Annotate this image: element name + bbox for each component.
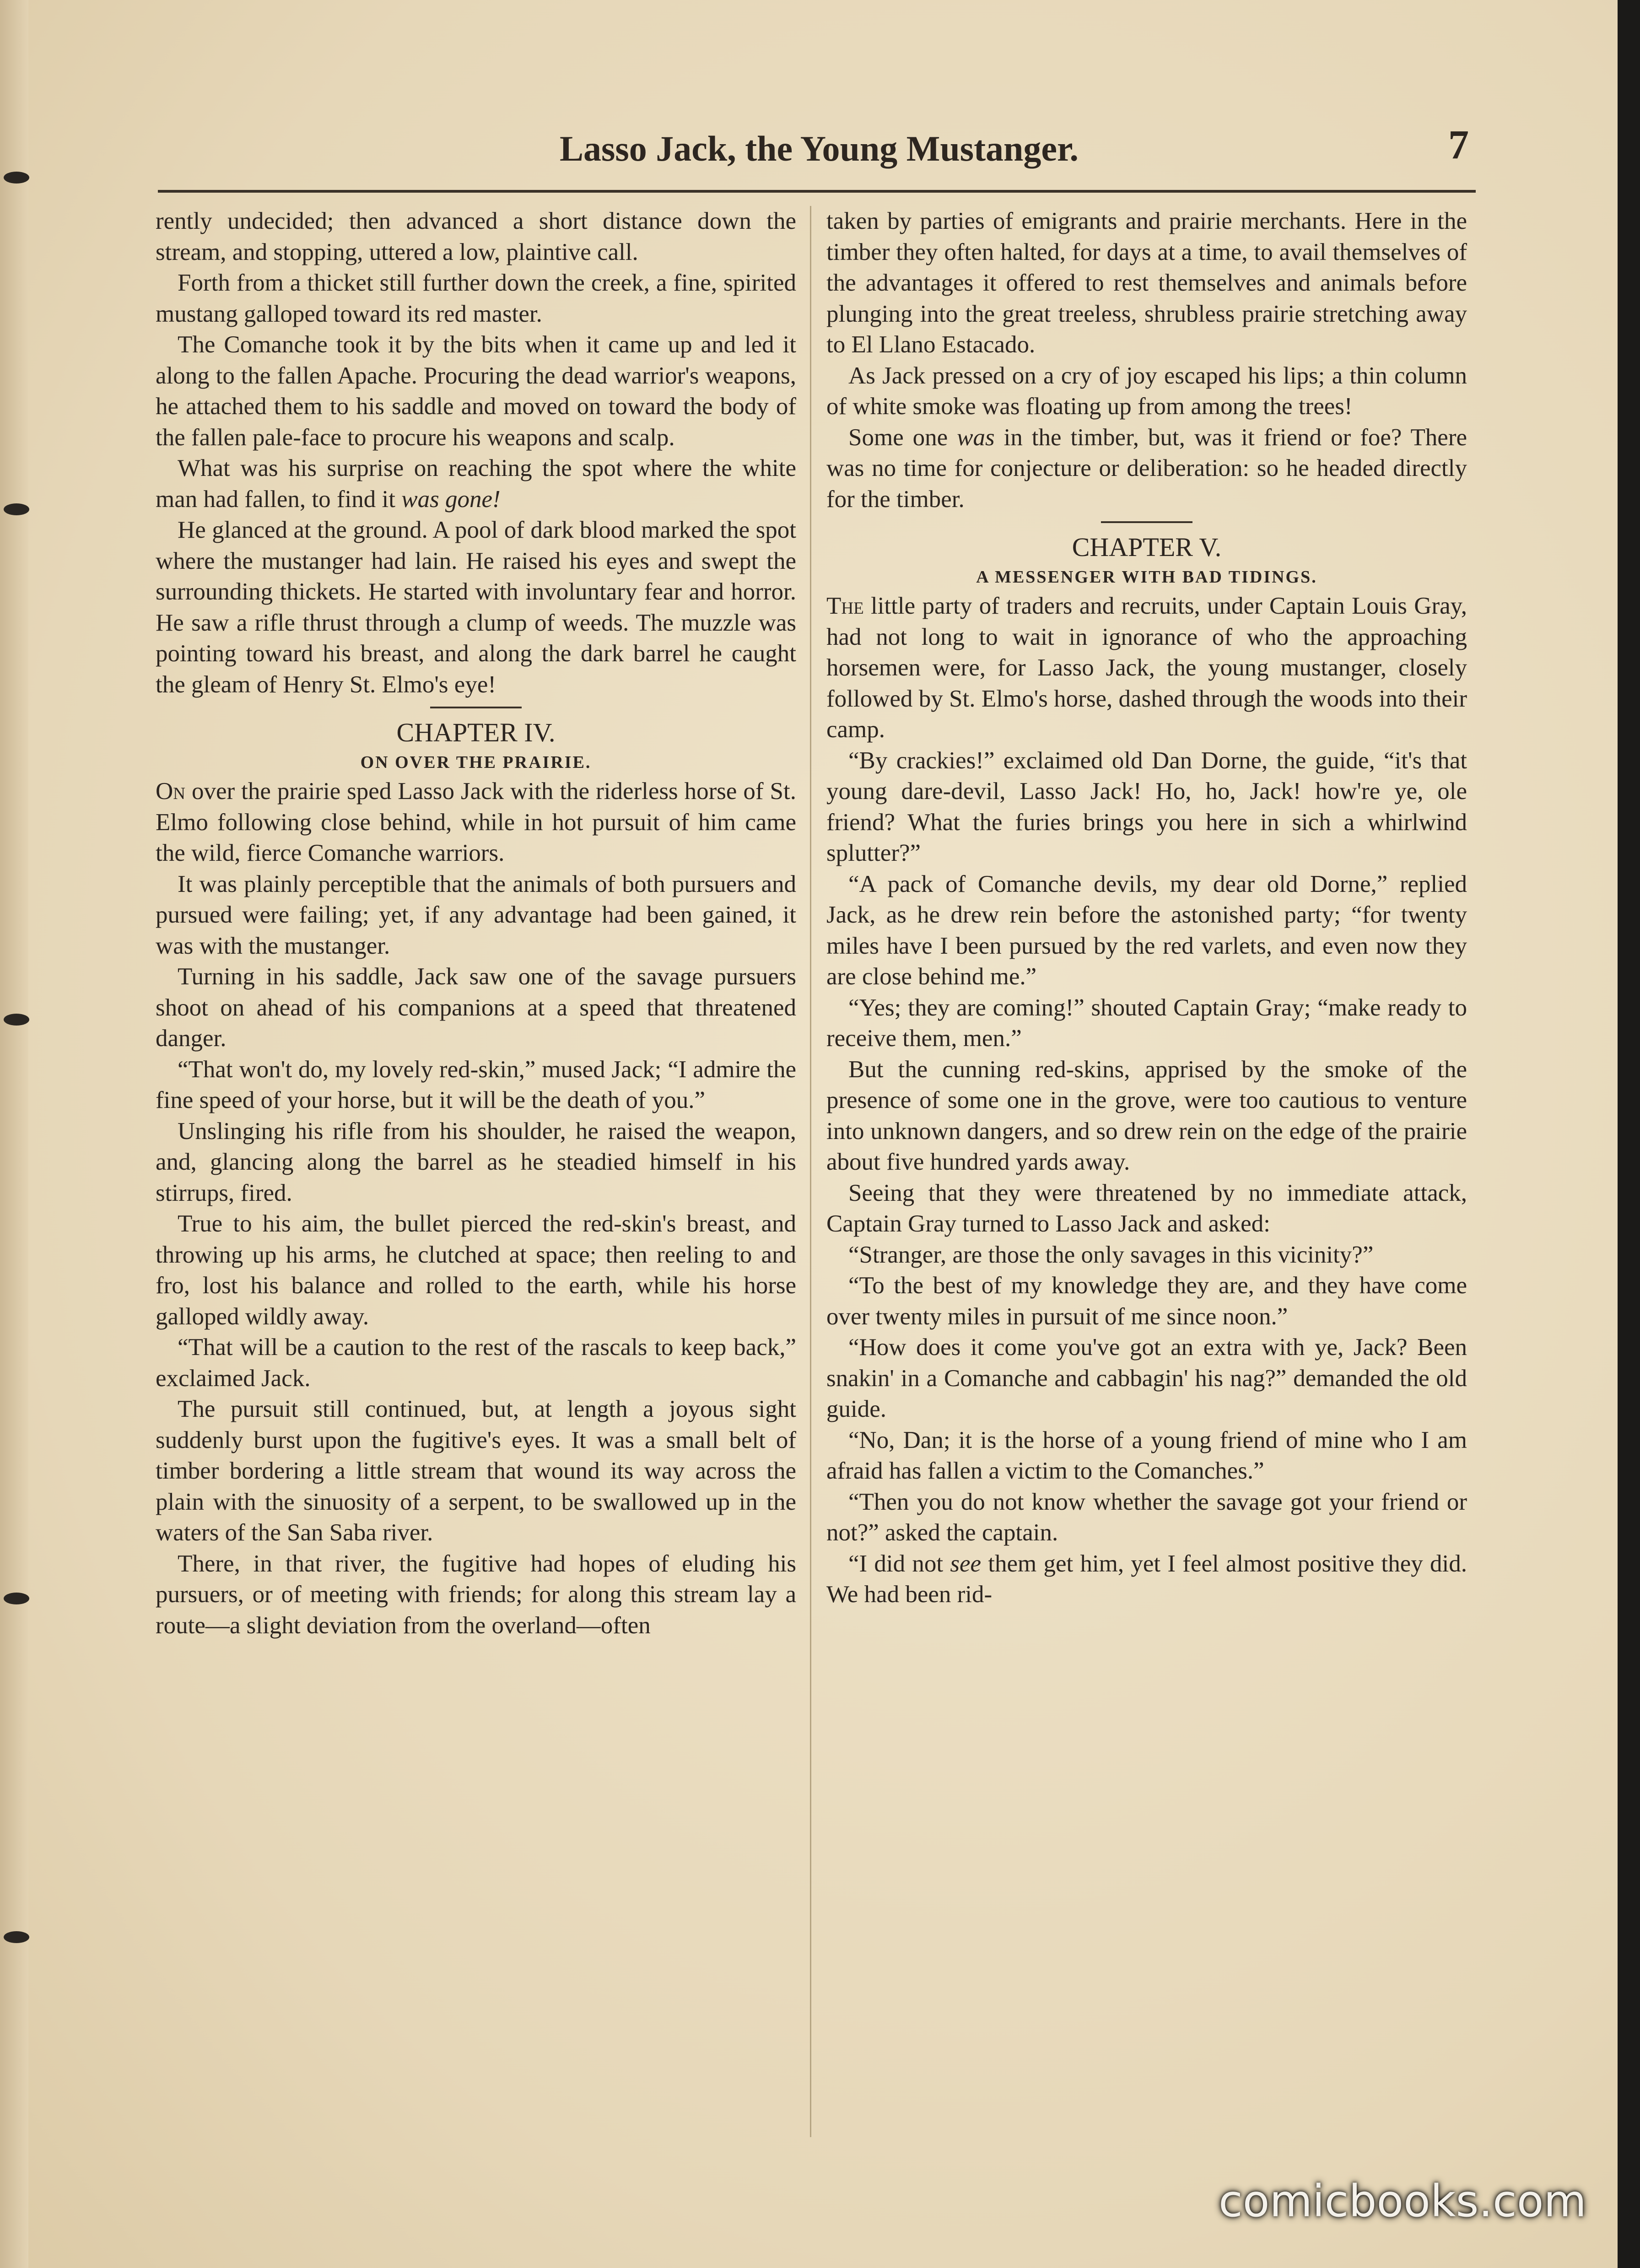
column-divider — [810, 206, 811, 2137]
paragraph: taken by parties of emigrants and prairie merchants. Here in the timber they often halted, for days at a time, to avail themselves of the advantages it offered to rest themselves and animals before plunging into the great treeless, shrubless prairie stretching away to El Llano Estacado. — [826, 208, 1467, 358]
site-watermark: comicbooks.com — [1218, 2176, 1587, 2227]
paragraph: “That will be a caution to the rest of the rascals to keep back,” exclaimed Jack. — [156, 1334, 796, 1392]
paragraph: “By crackies!” exclaimed old Dan Dorne, the guide, “it's that young dare-devil, Lasso Jack! Ho, ho, Jack! how're ye, ole friend? What the furies brings you here in sich a whirlwind splutter?” — [826, 747, 1467, 866]
paragraph: As Jack pressed on a cry of joy escaped his lips; a thin column of white smoke was floating up from among the trees! — [826, 362, 1467, 420]
lead-word: On — [156, 778, 185, 805]
paragraph: Unslinging his rifle from his shoulder, he raised the weapon, and, glancing along the barrel as he steadied himself in his stirrups, fired. — [156, 1118, 796, 1206]
binding-hole — [4, 503, 29, 515]
paragraph: “Then you do not know whether the savage got your friend or not?” asked the captain. — [826, 1488, 1467, 1546]
paragraph: The pursuit still continued, but, at length a joyous sight suddenly burst upon the fugitive's eyes. It was a small belt of timber bordering a little stream that wound its way across the plain with the sinuosity of a serpent, to be swallowed up in the waters of the San Saba river. — [156, 1396, 796, 1546]
paragraph-text: “I did not — [848, 1550, 950, 1577]
binding-hole — [4, 172, 29, 184]
paragraph: It was plainly perceptible that the animals of both pursuers and pursued were failing; yet, if any advantage had been gained, it was with the mustanger. — [156, 870, 796, 959]
paragraph: The Comanche took it by the bits when it came up and led it along to the fallen Apache. Procuring the dead warrior's weapons, he attached them to his saddle and moved on toward the body of the fallen pale-face to procure his weapons and scalp. — [156, 331, 796, 451]
paragraph: “Yes; they are coming!” shouted Captain Gray; “make ready to receive them, men.” — [826, 994, 1467, 1052]
paragraph — [826, 422, 1467, 515]
emphasis-text: was — [957, 424, 995, 451]
paragraph-text: them get him, yet I feel almost positive they did. We had been rid- — [826, 1550, 1467, 1608]
chapter-subtitle: A MESSENGER WITH BAD TIDINGS. — [976, 567, 1317, 587]
paragraph: But the cunning red-skins, apprised by the smoke of the presence of some one in the grove, were too cautious to venture into unknown dangers, and so drew rein on the edge of the prairie about five hundred yards away. — [826, 1056, 1467, 1175]
chapter-title: CHAPTER IV. — [396, 718, 556, 747]
paragraph — [826, 1549, 1467, 1610]
paragraph-text: little party of traders and recruits, under Captain Louis Gray, had not long to wait in ignorance of who the approaching horsemen were, for Lasso Jack, the young mustanger, closely followed by St. Elmo's horse, dashed through the woods into their camp. — [826, 593, 1467, 743]
paragraph — [826, 591, 1467, 745]
paragraph: Seeing that they were threatened by no immediate attack, Captain Gray turned to Lasso Jack and asked: — [826, 1179, 1467, 1237]
paragraph: True to his aim, the bullet pierced the red-skin's breast, and throwing up his arms, he clutched at space; then reeling to and fro, lost his balance and rolled to the earth, while his horse galloped wildly away. — [156, 1210, 796, 1330]
paragraph-text: in the timber, but, was it friend or foe? There was no time for conjecture or deliberation: so he headed directly for the timber. — [826, 424, 1467, 513]
running-header: Lasso Jack, the Young Mustanger. — [559, 129, 1079, 168]
paragraph: “To the best of my knowledge they are, and they have come over twenty miles in pursuit of me since noon.” — [826, 1272, 1467, 1330]
page-number: 7 — [1448, 122, 1469, 167]
paragraph-text: What was his surprise on reaching the spot where the white man had fallen, to find it — [156, 455, 796, 513]
binding-hole — [4, 1014, 29, 1026]
paragraph — [156, 776, 796, 869]
chapter-subtitle: ON OVER THE PRAIRIE. — [360, 753, 592, 772]
paragraph: Forth from a thicket still further down the creek, a fine, spirited mustang galloped toward its red master. — [156, 270, 796, 327]
paragraph: “That won't do, my lovely red-skin,” mused Jack; “I admire the fine speed of your horse, but it will be the death of you.” — [156, 1056, 796, 1113]
section-rule — [1101, 521, 1192, 523]
binding-hole — [4, 1593, 29, 1604]
emphasis-text: see — [950, 1550, 982, 1577]
paragraph: “No, Dan; it is the horse of a young friend of mine who I am afraid has fallen a victim to the Comanches.” — [826, 1426, 1467, 1484]
left-column — [156, 206, 796, 1641]
header-rule — [158, 190, 1476, 193]
paragraph: “A pack of Comanche devils, my dear old Dorne,” replied Jack, as he drew rein before the astonished party; “for twenty miles have I been pursued by the red varlets, and even now they are close behind me.” — [826, 870, 1467, 990]
paragraph-text: Some one — [848, 424, 957, 451]
paragraph-text: over the prairie sped Lasso Jack with the riderless horse of St. Elmo following close behind, while in hot pursuit of him came the wild, fierce Comanche warriors. — [156, 778, 796, 866]
paragraph: “How does it come you've got an extra with ye, Jack? Been snakin' in a Comanche and cabbagin' his nag?” demanded the old guide. — [826, 1334, 1467, 1422]
paragraph: He glanced at the ground. A pool of dark blood marked the spot where the mustanger had lain. He raised his eyes and swept the surrounding thickets. He started with involuntary fear and horror. He saw a rifle thrust through a clump of weeds. The muzzle was pointing toward his breast, and along the dark barrel he caught the gleam of Henry St. Elmo's eye! — [156, 517, 796, 698]
binding-spine — [0, 0, 28, 2268]
binding-hole — [4, 1931, 29, 1943]
paragraph: rently undecided; then advanced a short distance down the stream, and stopping, uttered a low, plaintive call. — [156, 208, 796, 265]
right-column — [826, 206, 1467, 1610]
paragraph: “Stranger, are those the only savages in this vicinity?” — [848, 1241, 1374, 1268]
paragraph: Turning in his saddle, Jack saw one of the savage pursuers shoot on ahead of his companions at a speed that threatened danger. — [156, 963, 796, 1052]
paragraph — [156, 453, 796, 515]
paragraph: There, in that river, the fugitive had hopes of eluding his pursuers, or of meeting with friends; for along this stream lay a route—a slight deviation from the overland—often — [156, 1550, 796, 1639]
chapter-title: CHAPTER V. — [1072, 532, 1222, 562]
lead-word: The — [826, 593, 864, 619]
emphasis-text: was gone! — [401, 486, 501, 513]
section-rule — [430, 707, 522, 708]
